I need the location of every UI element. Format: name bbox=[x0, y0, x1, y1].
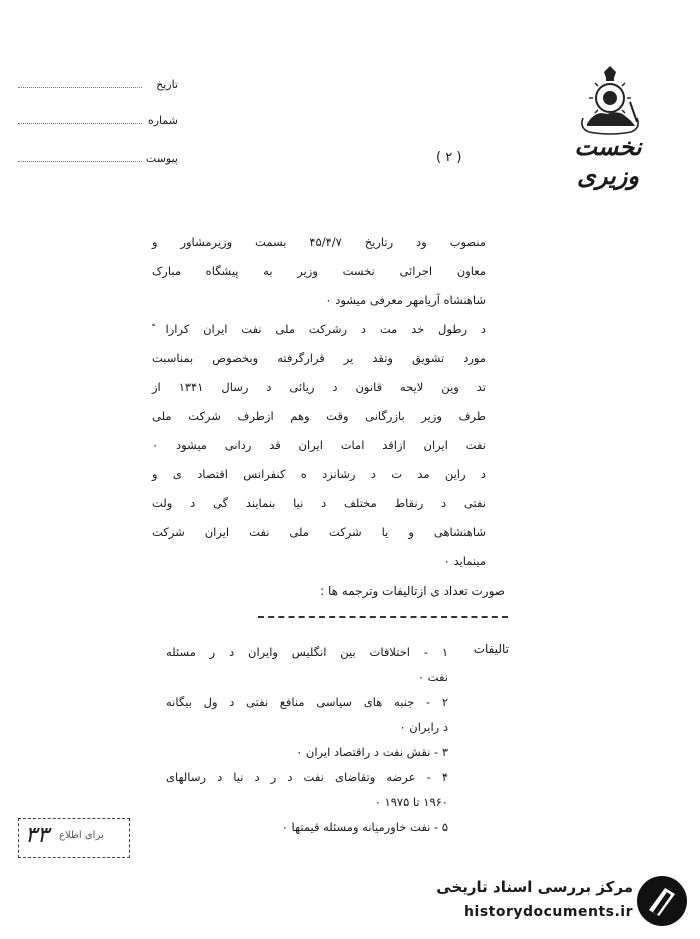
list-item: د رایران ٠ bbox=[399, 720, 448, 734]
archive-stamp bbox=[18, 818, 130, 858]
lion-and-sun-emblem-icon bbox=[575, 66, 645, 136]
body-line: مورد تشویق وتقد یر قرارگرفته وبخصوص بمناسبت bbox=[152, 351, 486, 365]
body-line: د راین مد ت د رشانزد ه کنفرانس اقتصاد ی و bbox=[152, 467, 486, 481]
number-field bbox=[18, 114, 178, 130]
attachment-field bbox=[18, 152, 178, 168]
number-label: شماره bbox=[147, 114, 178, 127]
section-heading: صورت تعداد ی ازتالیفات وترجمه ها : bbox=[320, 584, 505, 598]
list-item: ۱۹۶۰ تا ۱۹۷۵ ٠ bbox=[374, 795, 448, 809]
list-item: ۲ - جنبه های سیاسی منافع نفتی د ول بیگانه bbox=[166, 695, 448, 709]
watermark-title: مرکز بررسی اسناد تاریخی bbox=[436, 878, 633, 896]
body-text bbox=[152, 232, 486, 580]
watermark-url: historydocuments.ir bbox=[464, 904, 633, 920]
stamp-label: برای اطلاع bbox=[59, 830, 104, 841]
list-item: ۳ - نقش نفت د راقتصاد ایران ٠ bbox=[296, 745, 448, 759]
date-dotted-line bbox=[18, 87, 142, 88]
list-item: ۵ - نفت خاورمیانه ومسئله قیمتها ٠ bbox=[281, 820, 448, 834]
date-label: تاریخ bbox=[156, 78, 178, 91]
archive-logo-icon bbox=[635, 874, 689, 928]
dashed-divider bbox=[258, 616, 508, 618]
body-line: نفت ایران ازاقد امات ایران قد ردانی میشود ٠ bbox=[152, 438, 486, 452]
page-number: ( ٢ ) bbox=[436, 150, 462, 165]
attachment-dotted-line bbox=[18, 161, 142, 162]
body-line: تد وین لایحه قانون د ریائی د رسال ۱۳۴۱ از bbox=[152, 380, 487, 394]
body-line: شاهنشاه آریامهر معرفی میشود ٠ bbox=[325, 293, 486, 307]
body-line: منصوب ود رتاریخ ۴۵/۴/۷ بسمت وزیرمشاور و bbox=[152, 235, 486, 249]
number-dotted-line bbox=[18, 123, 142, 124]
publications-list bbox=[166, 642, 448, 842]
body-line: د رطول خد مت د رشرکت ملی نفت ایران کرارا ً bbox=[152, 322, 486, 336]
list-item: نفت ٠ bbox=[417, 670, 448, 684]
body-line: مینماید ٠ bbox=[443, 554, 486, 568]
attachment-label: پیوست bbox=[145, 152, 178, 165]
list-item: ۱ - اختلافات بین انگلیس وایران د ر مسئله bbox=[166, 645, 448, 659]
publications-label: تالیفات bbox=[473, 642, 509, 656]
list-item: ۴ - عرضه وتقاضای نفت د ر د نیا د رسالهای bbox=[166, 770, 448, 784]
body-line: شاهنشاهی و یا شرکت ملی نفت ایران شرکت bbox=[152, 525, 486, 539]
body-line: طرف وزیر بازرگانی وقت وهم ازطرف شرکت ملی bbox=[152, 409, 486, 423]
date-field bbox=[18, 78, 178, 94]
watermark bbox=[400, 872, 695, 936]
body-line: نفتی د رنقاط مختلف د نیا بنمایند گی د ولت bbox=[152, 496, 486, 510]
stamp-number: ۳۳ bbox=[25, 823, 49, 848]
body-line: معاون اجرائی نخست وزیر به پیشگاه مبارک bbox=[152, 264, 486, 278]
department-title: نخست وزیری bbox=[574, 132, 642, 190]
